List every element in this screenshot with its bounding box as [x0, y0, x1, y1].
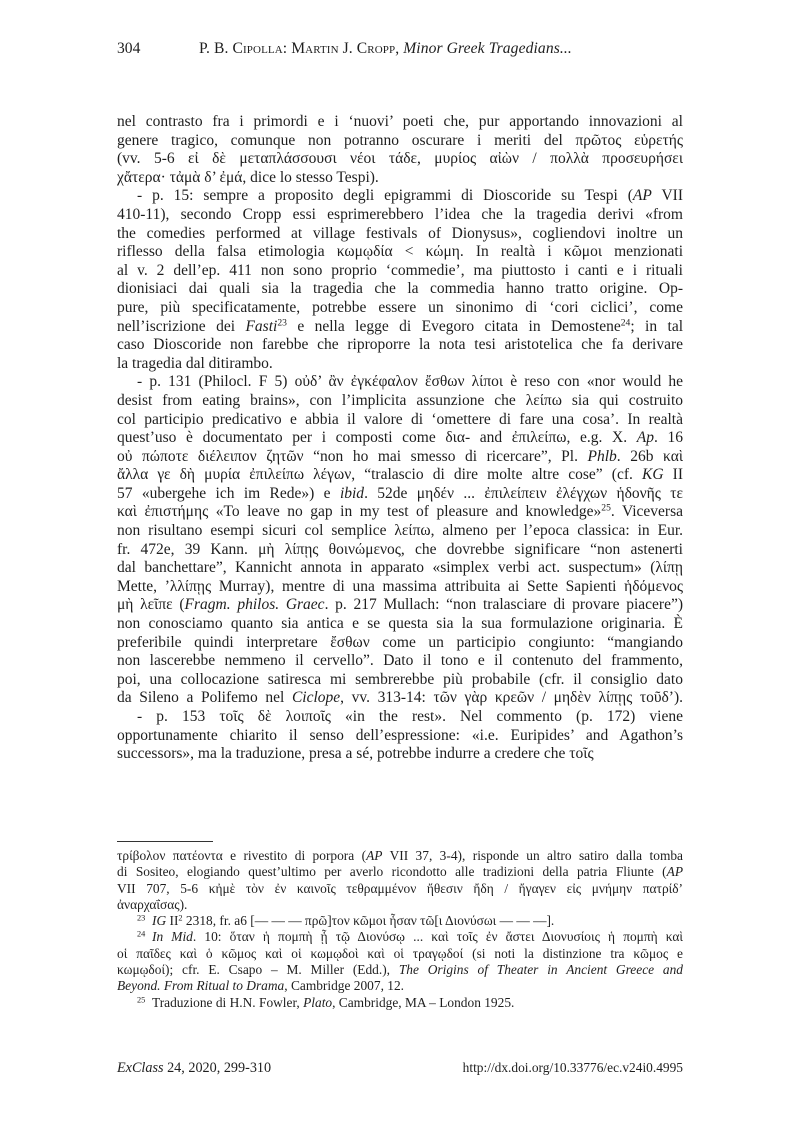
- italic-text: AP: [366, 848, 383, 863]
- italic-text: The Origins of Theater in Ancient Greece and: [398, 962, 683, 978]
- text-segment: successors», ma la traduzione, presa a sé, potrebbe indurre a credere che τοῖς: [117, 745, 594, 763]
- body-line: [117, 727, 683, 746]
- text-segment: VII 37, 3-4), risponde un altro satiro dalla tomba: [382, 848, 683, 863]
- text-segment: ἄλλα γε δὴ μυρία ἐπιλείπω λέγων, “tralascio di dire molte altre cose” (cf.: [117, 466, 642, 484]
- text-segment: 410-11), secondo Cropp essi esprimerebbero l’idea che la tragedia derivi «from: [117, 205, 683, 223]
- text-segment: καὶ ἐπιστήμης «To leave no gap in my test of pleasure and knowledge»: [117, 503, 602, 521]
- body-line: [117, 132, 683, 151]
- journal-name: ExClass: [117, 1060, 164, 1076]
- text-segment: ἀναρχαΐσας).: [117, 896, 188, 912]
- text-segment: II: [166, 913, 179, 929]
- text-segment: e nella legge di Evegoro citata in Demostene: [286, 317, 621, 335]
- text-segment: 57 «ubergehe ich im Rede») e: [117, 484, 340, 502]
- footnote-continuation-line: [117, 848, 683, 864]
- text-segment: , Cambridge 2007, 12.: [284, 978, 405, 994]
- text-segment: , vv. 313-14: τῶν γὰρ κρεῶν / μηδὲν λίπῃς τοῦδ’).: [340, 689, 683, 707]
- body-line: [117, 243, 683, 262]
- text-segment: caso Dioscoride non farebbe che riproporre la nota tesi aristotelica che fa derivare: [117, 336, 683, 354]
- body-line: [117, 559, 683, 578]
- text-segment: dal banchettare”, Kannicht annota in apparato «simplex verbi act. suspectum» (λίπῃ: [117, 559, 683, 577]
- text-segment: non risultano esempi sicuri col semplice λείπω, almeno per l’epoca classica: in Eur.: [117, 522, 683, 540]
- text-segment: - p. 153 τοῖς δὲ λοιποῖς «in the rest». Nel commento (p. 172) viene: [137, 708, 683, 725]
- text-segment: - p. 15: sempre a proposito degli epigrammi di Dioscoride su Tespi (: [137, 187, 633, 205]
- footnote-line: [117, 929, 683, 945]
- body-line: [117, 466, 683, 485]
- text-segment: . 10: ὅταν ἡ πομπὴ ᾖ τῷ Διονύσῳ ... καὶ τοῖς ἐν ἄστει Διονυσίοις ἡ πομπὴ καὶ: [192, 929, 683, 945]
- author-initials: P. B.: [199, 40, 233, 57]
- footnote-ref[interactable]: 23: [277, 317, 287, 329]
- text-segment: la tragedia dal ditirambo.: [117, 354, 273, 372]
- footnote-line: [117, 946, 683, 962]
- body-line: [117, 206, 683, 225]
- text-segment: pure, più specificatamente, potrebbe essere un sinonimo di ‘cori ciclici’, come: [117, 298, 683, 316]
- text-segment: χἄτερα· τἀμὰ δ’ ἐμά, dice lo stesso Tespi).: [117, 168, 379, 186]
- journal-citation: [117, 1060, 271, 1077]
- footnote-continuation-line: [117, 881, 683, 897]
- italic-text: In Mid: [152, 929, 193, 945]
- text-segment: nel contrasto fra i primordi e i ‘nuovi’ poeti che, pur apportando innovazioni al: [117, 113, 683, 130]
- text-segment: οὐ πώποτε διέλειπον ζητῶν “non ho mai smesso di ricercare”, Pl.: [117, 447, 588, 465]
- body-line: [117, 187, 683, 206]
- body-line: [117, 225, 683, 244]
- reviewed-author-first: Martin J.: [291, 40, 357, 57]
- body-line: [117, 541, 683, 560]
- text-segment: poi, una collocazione satiresca mi sembrerebbe più probabile (cfr. il consiglio dato: [117, 670, 683, 688]
- footnote-ref[interactable]: 24: [620, 317, 631, 329]
- text-segment: (vv. 5-6 εἰ δὲ μεταπλάσσουσι νέοι τάδε, μυρίος αἰὼν / πολλὰ προσευρήσει: [117, 150, 683, 168]
- body-line: [117, 596, 683, 615]
- body-line: [117, 318, 683, 337]
- text-segment: fr. 472e, 39 Kann. μὴ λίπῃς θοινώμενος, che dovrebbe significare “non astenerti: [117, 540, 683, 558]
- body-line: [117, 503, 683, 522]
- italic-text: AP: [632, 187, 652, 205]
- text-segment: μὴ λεῖπε (: [117, 596, 185, 614]
- body-line: [117, 169, 683, 188]
- text-segment: . 52de μηδέν ... ἐπιλείπειν ἐλέγχων ἡδονῆς τε: [364, 484, 684, 502]
- text-segment: desist from eating brains», con l’implicita assunzione che λείπω sia qui costruito: [117, 391, 683, 409]
- footnote-line: [117, 962, 683, 978]
- text-segment: col participio predicativo e abbia il valore di ‘omettere di fare una cosa’. In realtà: [117, 410, 683, 428]
- text-segment: al v. 2 dell’ep. 411 non sono proprio ‘commedie’, ma piuttosto i canti e i rituali: [117, 261, 683, 279]
- comma: ,: [395, 40, 404, 57]
- text-segment: VII: [651, 187, 683, 205]
- italic-text: AP: [666, 864, 683, 880]
- footnote-ref[interactable]: 2: [178, 913, 183, 923]
- text-segment: . 26b καὶ: [616, 447, 684, 465]
- text-segment: quest’uso è documentato per i composti come δια- and ἐπιλείπω, e.g. X.: [117, 429, 637, 447]
- body-line: [117, 429, 683, 448]
- footnote-continuation-line: [117, 864, 683, 880]
- text-segment: riflesso della falsa etimologia κωμῳδία < κώμη. In realtà i κῶμοι menzionati: [117, 243, 683, 261]
- separator: :: [282, 40, 292, 57]
- reviewed-author-last: Cropp: [356, 40, 396, 57]
- body-line: [117, 485, 683, 504]
- text-segment: the comedies performed at village festivals of Dionysus», cogliendovi inoltre un: [117, 224, 683, 242]
- body-line: [117, 671, 683, 690]
- body-line: [117, 578, 683, 597]
- book-title: Minor Greek Tragedians...: [403, 40, 572, 57]
- italic-text: KG: [642, 466, 664, 484]
- text-segment: opportunamente chiarito il senso dell’espressione: «i.e. Euripides’ and Agathon’s: [117, 726, 683, 744]
- text-segment: dionisiaci dai quali sia la tragedia che la commedia hanno tratto origine. Op-: [117, 280, 683, 298]
- text-segment: . 16: [653, 429, 684, 447]
- text-segment: - p. 131 (Philocl. F 5) οὐδ’ ἂν ἐγκέφαλον ἔσθων λίποι è reso con «nor would he: [137, 373, 683, 391]
- text-segment: . p. 217 Mullach: “non tralasciare di provare piacere”): [324, 596, 683, 614]
- footnote-number: 23: [137, 913, 146, 923]
- italic-text: Beyond. From Ritual to Drama: [117, 978, 285, 994]
- body-line: [117, 113, 683, 132]
- footnote-line: [117, 913, 683, 929]
- text-segment: nell’iscrizione dei: [117, 317, 246, 335]
- footnote-line: [117, 978, 683, 994]
- italic-text: IG: [152, 913, 167, 929]
- text-segment: 2318, fr. a6 [— — — πρῶ]τον κῶμοι ἦσαν τῶ[ι Διονύσωι — — —].: [182, 913, 555, 929]
- footnote-line: [117, 995, 683, 1011]
- text-segment: τρίβολον πατέοντα e rivestito di porpora (: [117, 848, 367, 863]
- footnote-continuation-line: [117, 897, 683, 913]
- text-segment: di Sositeo, elogiando quest’ultimo per averlo ricondotto alle tradizioni della patria Fliunte (: [117, 864, 667, 880]
- italic-text: Ciclope: [291, 689, 341, 707]
- body-text: [117, 113, 683, 764]
- italic-text: ibid: [339, 484, 365, 502]
- citation-details: 24, 2020, 299-310: [163, 1060, 272, 1076]
- body-line: [117, 150, 683, 169]
- text-segment: , Cambridge, MA – London 1925.: [332, 994, 515, 1010]
- text-segment: . Viceversa: [610, 503, 683, 521]
- footnote-rule: [117, 841, 213, 842]
- text-segment: non conosciamo quanto sia antica e se questa sia la sua formulazione originaria. È: [117, 615, 683, 633]
- body-line: [117, 708, 683, 727]
- text-segment: non lascerebbe nemmeno il cervello”. Dato il tono e il contenuto del frammento,: [117, 652, 683, 670]
- italic-text: Fragm. philos. Graec: [184, 596, 325, 614]
- footnotes: [117, 848, 683, 1011]
- text-segment: da Sileno a Polifemo nel: [117, 689, 292, 707]
- text-segment: οἱ παῖδες καὶ ὁ κῶμος καὶ οἱ κωμῳδοὶ καὶ οἱ τραγῳδοί (si noti la distinzione tra κῶμος e: [117, 945, 683, 961]
- footnote-number: 25: [137, 995, 146, 1005]
- text-segment: κωμῳδοί); cfr. E. Csapo – M. Miller (Edd.),: [117, 962, 399, 978]
- doi-link[interactable]: http://dx.doi.org/10.33776/ec.v24i0.4995: [462, 1060, 683, 1075]
- text-segment: II: [663, 466, 683, 484]
- text-segment: Mette, ’λλίπῃς Murray), mentre di una massima attribuita ai Sette Sapienti ἡδόμενος: [117, 577, 683, 595]
- body-line: [117, 373, 683, 392]
- italic-text: Ap: [636, 429, 654, 447]
- footnote-ref[interactable]: 25: [601, 503, 611, 515]
- body-line: [117, 522, 683, 541]
- text-segment: Traduzione di H.N. Fowler,: [152, 994, 304, 1010]
- body-line: [117, 448, 683, 467]
- running-title: [199, 40, 572, 58]
- text-segment: preferibile quindi interpretare ἔσθων come un participio congiunto: “mangiando: [117, 633, 683, 651]
- body-line: [117, 411, 683, 430]
- body-line: [117, 392, 683, 411]
- body-line: [117, 689, 683, 708]
- footnote-number: 24: [137, 929, 146, 939]
- body-line: [117, 634, 683, 653]
- body-line: [117, 745, 683, 764]
- italic-text: Plato: [303, 994, 333, 1010]
- text-segment: VII 707, 5-6 κἠμὲ τὸν ἐν καινοῖς τεθραμμένον ἤθεσιν ἤδη / ἤγαγεν εἰς μνήμην πατρίδ’: [117, 880, 683, 896]
- body-line: [117, 652, 683, 671]
- body-line: [117, 280, 683, 299]
- body-line: [117, 262, 683, 281]
- text-segment: genere tragico, comunque non potranno oscurare i meriti del πρῶτος εὑρετής: [117, 131, 683, 149]
- italic-text: Phlb: [587, 447, 617, 465]
- body-line: [117, 355, 683, 374]
- italic-text: Fasti: [245, 317, 278, 335]
- page-number: 304: [117, 40, 141, 57]
- body-line: [117, 299, 683, 318]
- body-line: [117, 615, 683, 634]
- text-segment: ; in tal: [630, 317, 684, 335]
- body-line: [117, 336, 683, 355]
- author-name: Cipolla: [232, 40, 283, 57]
